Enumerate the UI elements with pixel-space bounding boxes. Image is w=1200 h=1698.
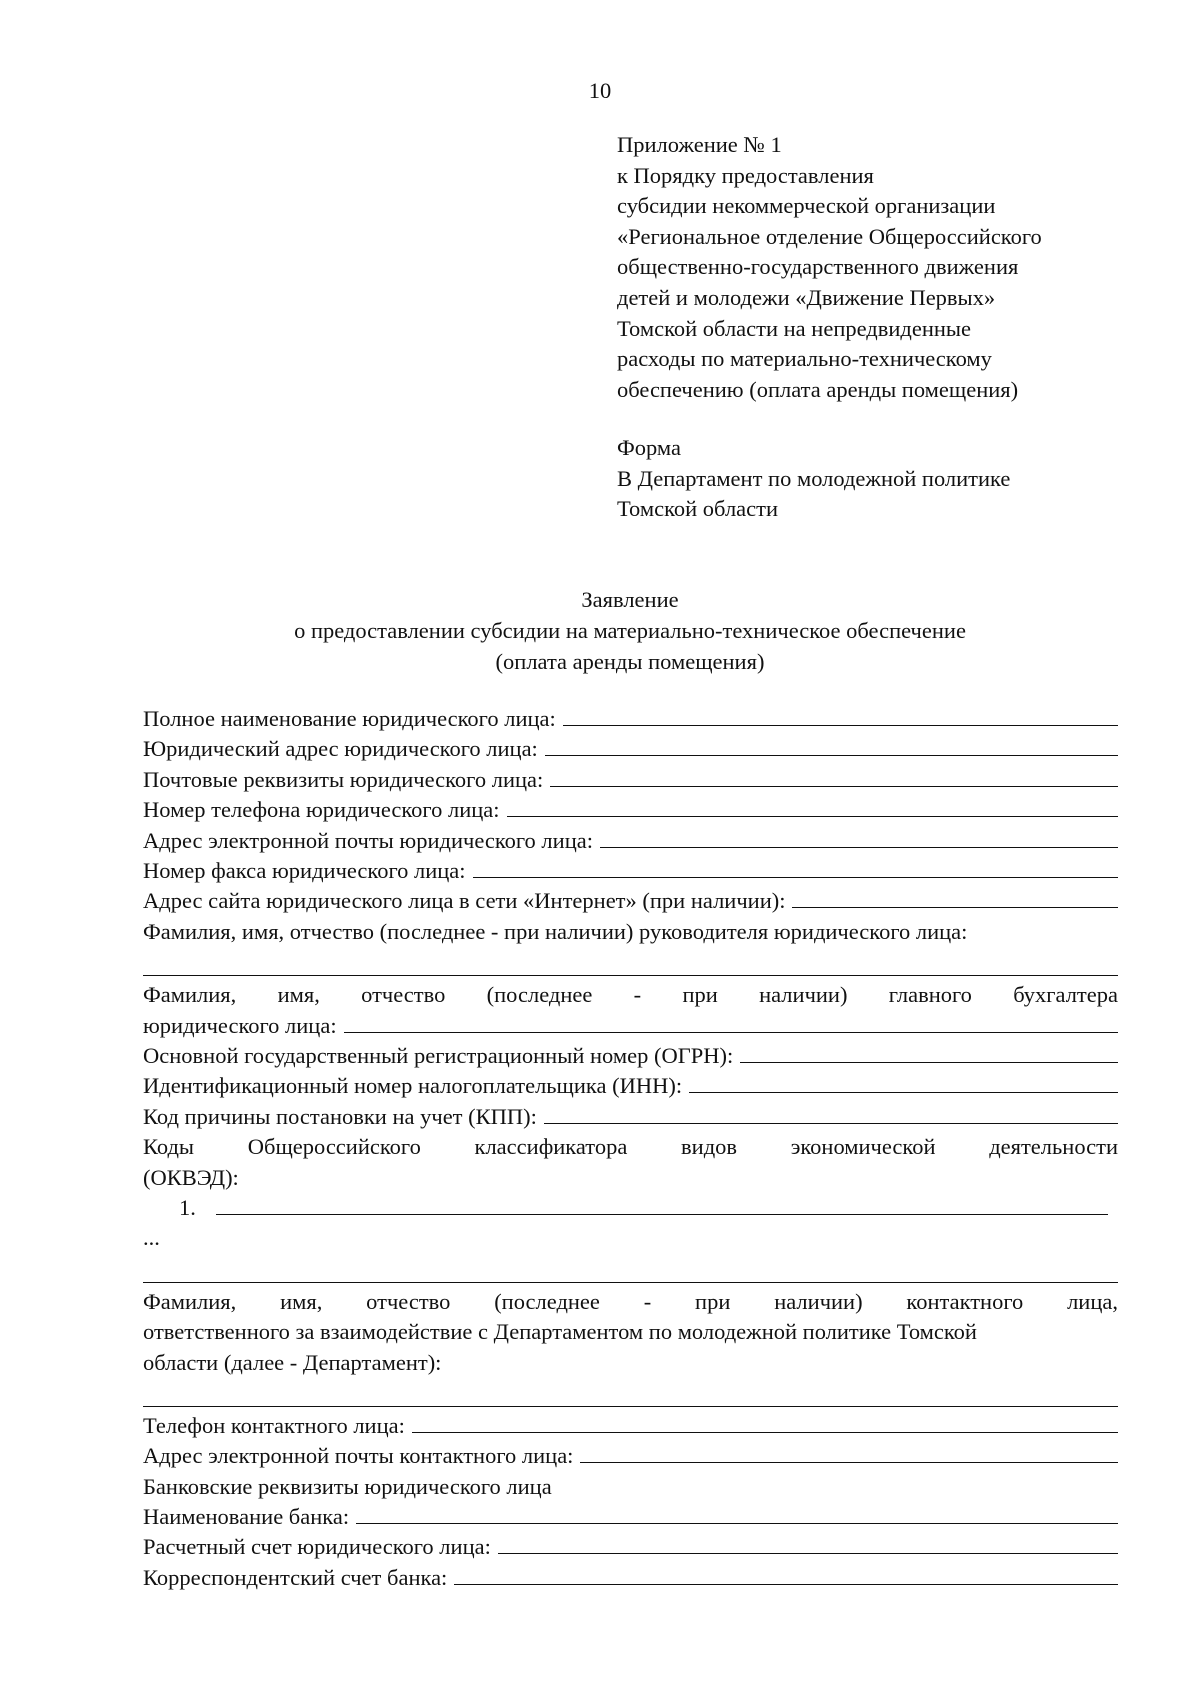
fill-line[interactable]: [792, 888, 1118, 908]
field-full-name: [143, 704, 1118, 734]
fill-line[interactable]: [689, 1073, 1118, 1093]
field-bank-name: [143, 1502, 1118, 1532]
appendix-line: субсидии некоммерческой организации: [617, 193, 996, 219]
fill-line[interactable]: [498, 1534, 1118, 1554]
field-label: Банковские реквизиты юридического лица: [143, 1473, 552, 1499]
fill-line[interactable]: [473, 858, 1118, 878]
field-settlement-account: [143, 1532, 1118, 1562]
fill-line[interactable]: [454, 1565, 1118, 1585]
bank-details-heading: [143, 1472, 1118, 1502]
fill-line[interactable]: [580, 1443, 1118, 1463]
field-accountant-label: Фамилия, имя, отчество (последнее - при наличии) главного бухгалтера: [143, 982, 1118, 1008]
field-label: Наименование банка:: [143, 1504, 350, 1530]
application-fields: [143, 704, 1118, 1593]
title-line: (оплата аренды помещения): [495, 649, 765, 674]
field-label: юридического лица:: [143, 1012, 337, 1038]
field-label: Адрес сайта юридического лица в сети «Интернет» (при наличии):: [143, 888, 786, 914]
appendix-line: расходы по материально-техническому: [617, 346, 992, 372]
form-label: Форма: [617, 435, 682, 460]
field-correspondent-account: [143, 1563, 1118, 1593]
field-inn: [143, 1071, 1118, 1101]
fill-line[interactable]: [740, 1043, 1118, 1063]
field-label: Почтовые реквизиты юридического лица:: [143, 766, 544, 792]
field-contact-label-cont: области (далее - Департамент):: [143, 1349, 442, 1375]
appendix-line: детей и молодежи «Движение Первых»: [617, 284, 996, 310]
fill-line[interactable]: [143, 947, 1118, 976]
field-label: Телефон контактного лица:: [143, 1412, 405, 1438]
fill-line[interactable]: [544, 1104, 1118, 1124]
form-addressee: [617, 433, 1137, 525]
field-label: Юридический адрес юридического лица:: [143, 736, 538, 762]
field-accountant: [143, 1011, 1118, 1041]
field-label: Адрес электронной почты контактного лица:: [143, 1443, 574, 1469]
field-contact-email: [143, 1441, 1118, 1471]
appendix-line: к Порядку предоставления: [617, 162, 874, 188]
field-label: Основной государственный регистрационный номер (ОГРН):: [143, 1042, 734, 1068]
field-label: Адрес электронной почты юридического лица:: [143, 827, 593, 853]
document-title: [142, 584, 1118, 677]
field-contact-phone: [143, 1411, 1118, 1441]
appendix-line: Приложение № 1: [617, 132, 782, 157]
okved-item: [143, 1193, 1118, 1223]
field-kpp: [143, 1102, 1118, 1132]
fill-line[interactable]: [412, 1413, 1118, 1433]
field-contact-label-cont: ответственного за взаимодействие с Департаментом по молодежной политике Томской: [143, 1319, 977, 1345]
addressee-line: Томской области: [617, 496, 779, 522]
appendix-line: «Региональное отделение Общероссийского: [617, 223, 1042, 249]
fill-line[interactable]: [216, 1195, 1108, 1215]
appendix-line: обеспечению (оплата аренды помещения): [617, 376, 1019, 402]
fill-line[interactable]: [563, 706, 1118, 726]
fill-line[interactable]: [143, 1378, 1118, 1407]
field-fax: [143, 856, 1118, 886]
okved-item-number: 1.: [179, 1194, 196, 1220]
fill-line[interactable]: [356, 1504, 1118, 1524]
fill-line[interactable]: [545, 736, 1118, 756]
appendix-header: [617, 130, 1137, 405]
title-line: Заявление: [581, 587, 679, 612]
appendix-line: Томской области на непредвиденные: [617, 315, 972, 341]
field-legal-address: [143, 734, 1118, 764]
field-label: Фамилия, имя, отчество (последнее - при наличии) руководителя юридического лица:: [143, 918, 968, 944]
field-label: Полное наименование юридического лица:: [143, 706, 556, 731]
appendix-line: общественно-государственного движения: [617, 254, 1019, 280]
fill-line[interactable]: [600, 828, 1118, 848]
field-contact-label: Фамилия, имя, отчество (последнее - при наличии) контактного лица,: [143, 1288, 1118, 1314]
addressee-line: В Департамент по молодежной политике: [617, 465, 1011, 491]
fill-line[interactable]: [143, 1254, 1118, 1283]
field-label: Номер телефона юридического лица:: [143, 797, 500, 823]
title-line: о предоставлении субсидии на материально-техническое обеспечение: [294, 618, 966, 643]
fill-line[interactable]: [344, 1013, 1118, 1033]
field-label: Номер факса юридического лица:: [143, 857, 466, 883]
field-email: [143, 826, 1118, 856]
ellipsis: ...: [143, 1225, 160, 1251]
fill-line[interactable]: [507, 797, 1118, 817]
field-okved-label: Коды Общероссийского классификатора видов экономической деятельности: [143, 1134, 1118, 1160]
page-number: 10: [588, 78, 612, 103]
field-label: Корреспондентский счет банка:: [143, 1564, 448, 1590]
field-label: Идентификационный номер налогоплательщика (ИНН):: [143, 1073, 683, 1099]
field-website: [143, 886, 1118, 916]
field-phone: [143, 795, 1118, 825]
field-label: Расчетный счет юридического лица:: [143, 1534, 491, 1560]
field-label: Код причины постановки на учет (КПП):: [143, 1103, 537, 1129]
field-postal-details: [143, 765, 1118, 795]
field-okved-label-cont: (ОКВЭД):: [143, 1164, 239, 1190]
field-head-name: [143, 917, 1118, 947]
fill-line[interactable]: [550, 767, 1118, 787]
field-ogrn: [143, 1041, 1118, 1071]
